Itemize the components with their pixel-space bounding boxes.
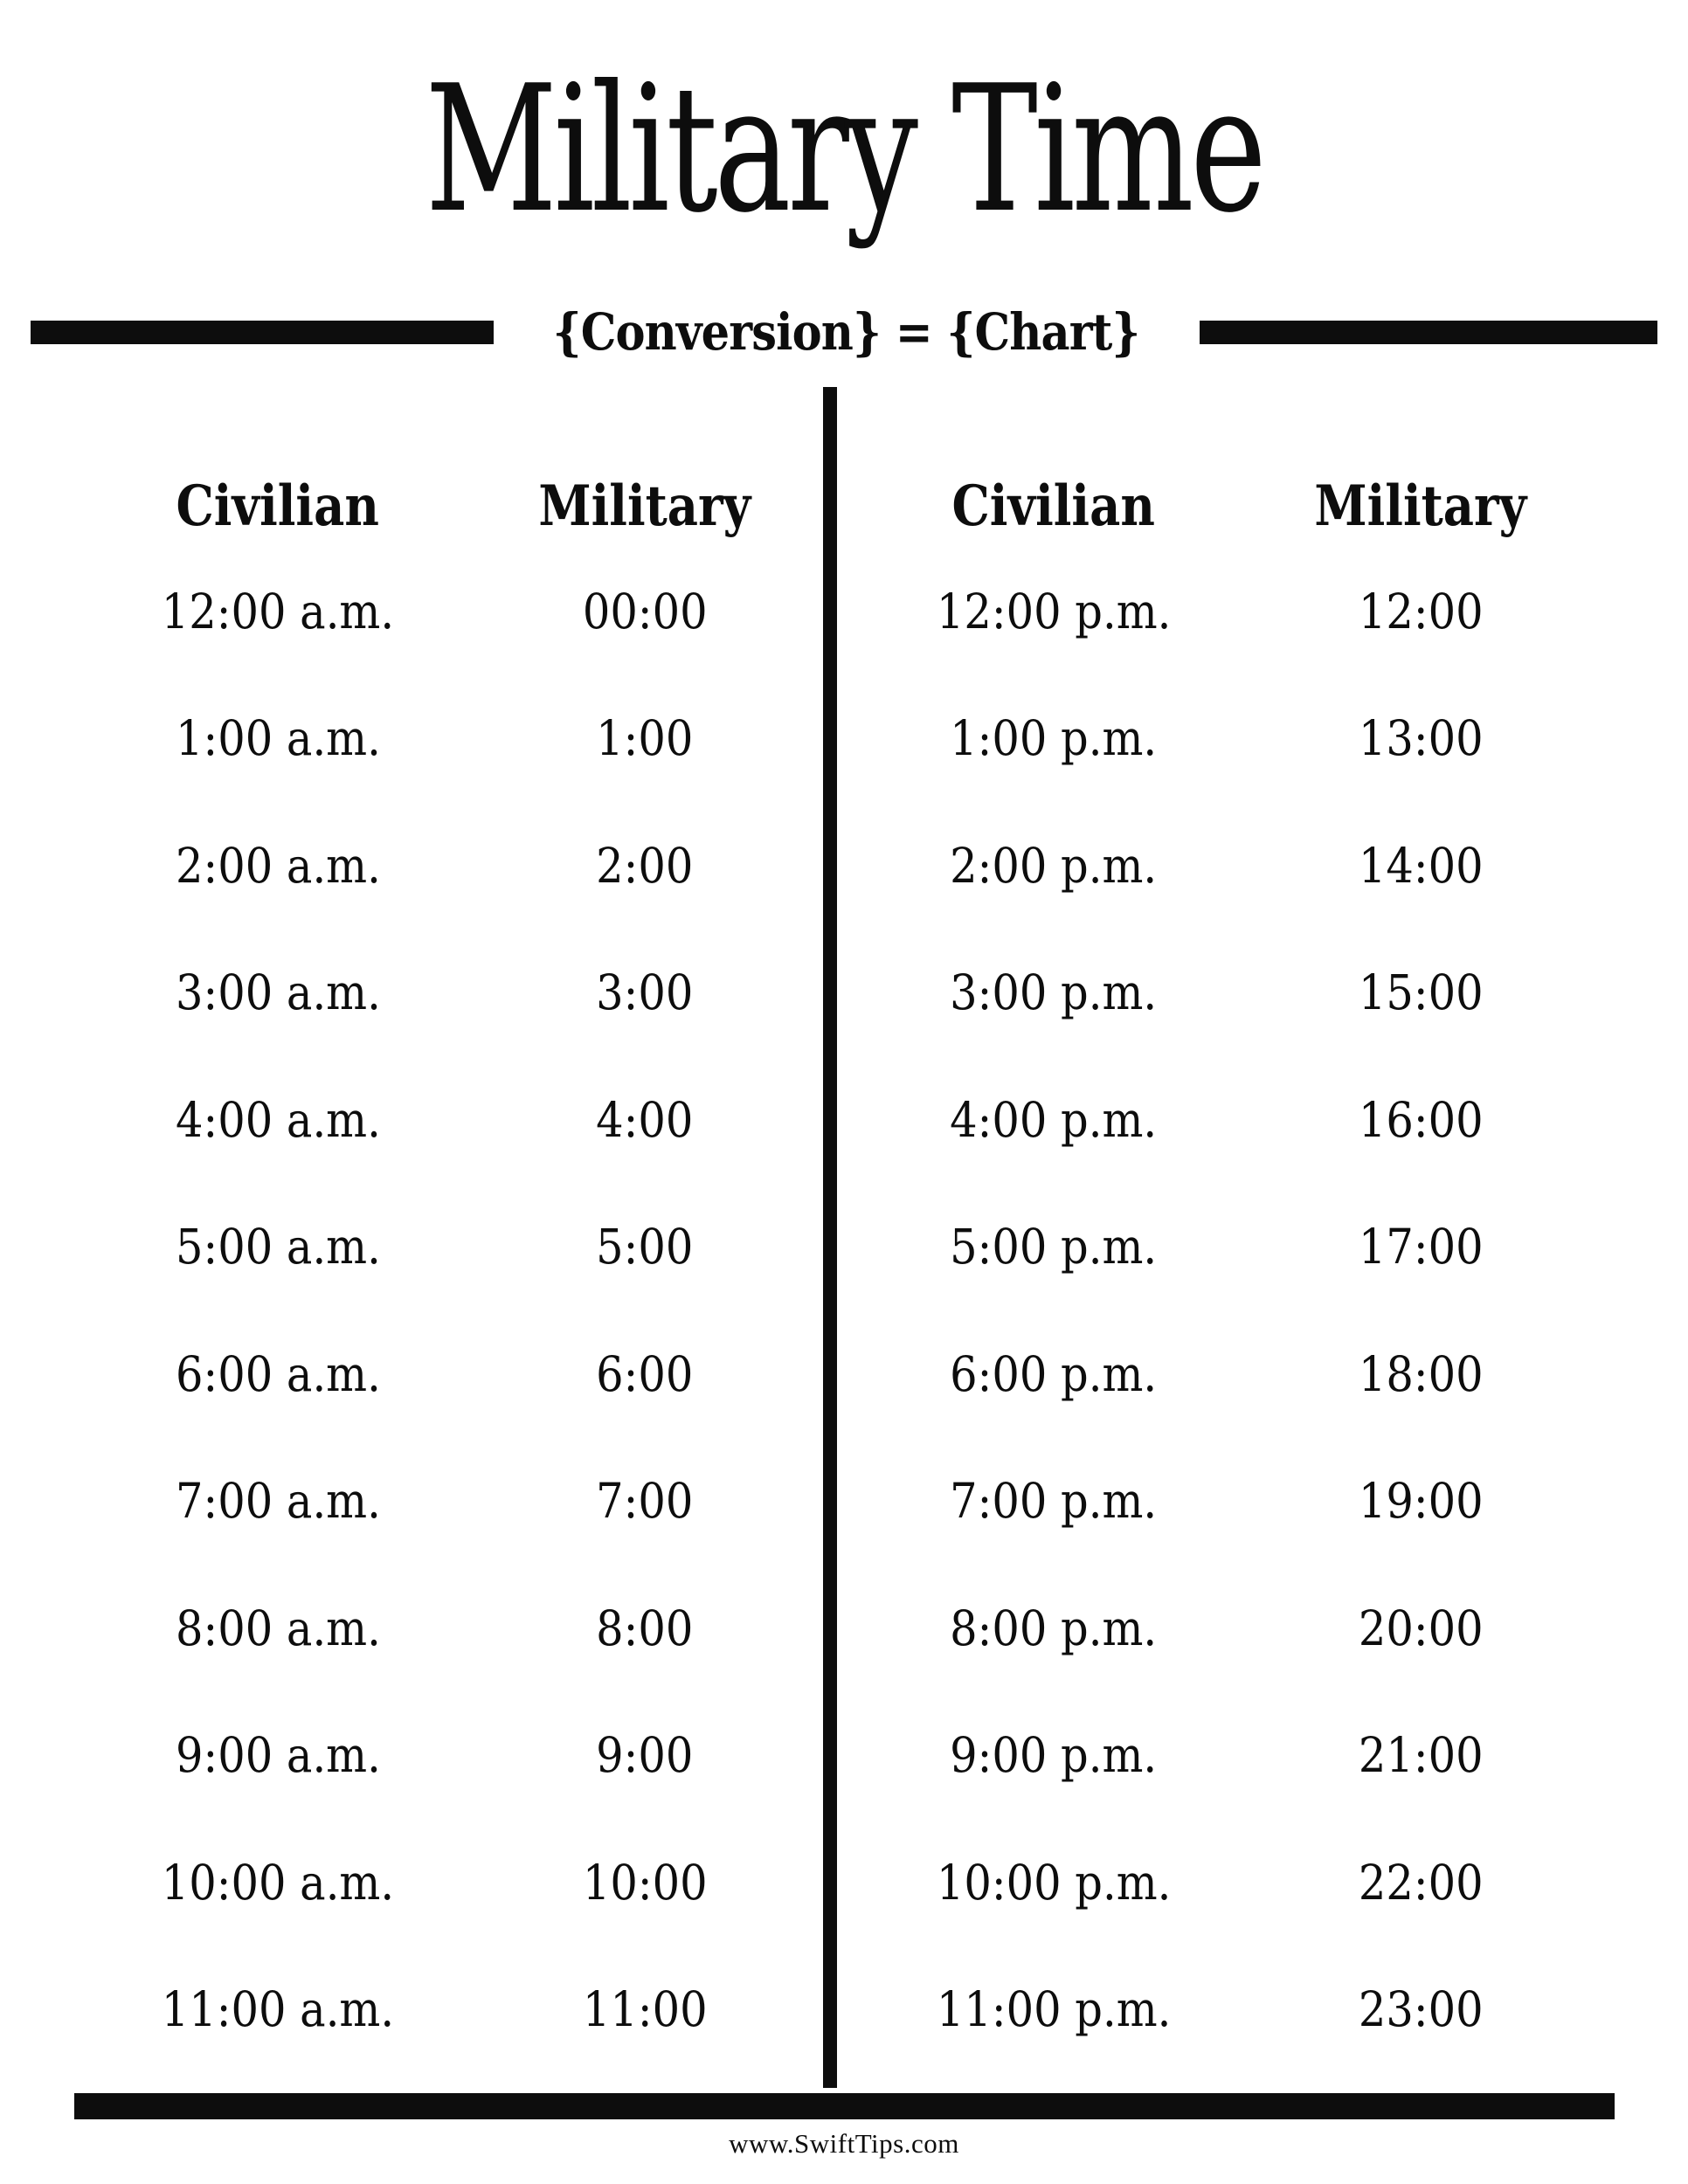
pm-civilian-time-text: 11:00 p.m. bbox=[936, 1981, 1172, 2037]
am-column-header-military-text: Military bbox=[538, 473, 751, 539]
pm-table-row bbox=[870, 1819, 1604, 1946]
am-table-header bbox=[94, 473, 828, 541]
am-civilian-time-text: 7:00 a.m. bbox=[175, 1473, 381, 1529]
am-table-row bbox=[94, 1946, 828, 2074]
pm-table-row bbox=[870, 1310, 1604, 1438]
am-civilian-time-cell bbox=[94, 1729, 461, 1782]
pm-military-time-text: 22:00 bbox=[1358, 1854, 1484, 1911]
pm-civilian-time-cell bbox=[870, 1983, 1237, 2036]
subtitle-row bbox=[0, 301, 1688, 363]
bottom-rule bbox=[74, 2093, 1615, 2119]
pm-table-row bbox=[870, 1184, 1604, 1311]
pm-military-time-text: 12:00 bbox=[1358, 583, 1484, 639]
subtitle-text: {Conversion} = {Chart} bbox=[553, 302, 1140, 362]
am-civilian-time-text: 5:00 a.m. bbox=[175, 1219, 381, 1275]
pm-column-header-military-text: Military bbox=[1314, 473, 1527, 539]
pm-civilian-time-text: 7:00 p.m. bbox=[950, 1473, 1158, 1529]
am-military-time-text: 2:00 bbox=[596, 837, 694, 894]
am-civilian-time-cell bbox=[94, 1475, 461, 1528]
am-civilian-time-cell bbox=[94, 837, 461, 894]
pm-civilian-time-cell bbox=[870, 1729, 1237, 1782]
pm-military-time-cell bbox=[1237, 1983, 1604, 2036]
am-table-row bbox=[94, 675, 828, 803]
am-military-time-text: 1:00 bbox=[596, 710, 694, 766]
am-civilian-time-text: 4:00 a.m. bbox=[175, 1091, 381, 1148]
pm-civilian-time-cell bbox=[870, 1475, 1237, 1528]
am-table-body bbox=[94, 548, 828, 2073]
am-table-row bbox=[94, 1565, 828, 1692]
am-civilian-time-cell bbox=[94, 1091, 461, 1148]
am-table-row bbox=[94, 1184, 828, 1311]
pm-table-row bbox=[870, 802, 1604, 930]
pm-civilian-time-text: 5:00 p.m. bbox=[950, 1219, 1158, 1275]
am-table-row bbox=[94, 548, 828, 675]
pm-table-row bbox=[870, 1438, 1604, 1565]
pm-civilian-time-cell bbox=[870, 1091, 1237, 1148]
am-civilian-time-cell bbox=[94, 1220, 461, 1274]
pm-military-time-cell bbox=[1237, 1729, 1604, 1782]
am-civilian-time-text: 6:00 a.m. bbox=[175, 1345, 381, 1402]
pm-civilian-time-text: 3:00 p.m. bbox=[950, 964, 1158, 1020]
pm-military-time-text: 17:00 bbox=[1358, 1219, 1484, 1275]
am-military-time-cell bbox=[461, 1091, 828, 1148]
am-table-row bbox=[94, 802, 828, 930]
am-civilian-time-text: 10:00 a.m. bbox=[161, 1854, 395, 1911]
pm-table-body bbox=[870, 548, 1604, 2073]
pm-table-row bbox=[870, 675, 1604, 803]
footer-url: www.SwiftTips.com bbox=[729, 2128, 959, 2159]
am-military-time-cell bbox=[461, 966, 828, 1019]
pm-military-time-cell bbox=[1237, 712, 1604, 765]
am-military-time-cell bbox=[461, 1345, 828, 1402]
pm-military-time-text: 14:00 bbox=[1358, 837, 1484, 894]
pm-table-row bbox=[870, 1692, 1604, 1820]
am-table-row bbox=[94, 1310, 828, 1438]
pm-civilian-time-cell bbox=[870, 1345, 1237, 1402]
am-column-header-civilian bbox=[94, 473, 461, 541]
am-table-row bbox=[94, 1692, 828, 1820]
pm-table-row bbox=[870, 1946, 1604, 2074]
pm-civilian-time-text: 1:00 p.m. bbox=[950, 710, 1158, 766]
am-military-time-text: 6:00 bbox=[596, 1345, 694, 1402]
am-military-time-cell bbox=[461, 1856, 828, 1910]
pm-civilian-time-text: 6:00 p.m. bbox=[950, 1345, 1158, 1402]
am-military-time-cell bbox=[461, 585, 828, 639]
am-table-row bbox=[94, 1056, 828, 1184]
pm-military-time-cell bbox=[1237, 966, 1604, 1019]
am-civilian-time-text: 8:00 a.m. bbox=[175, 1600, 381, 1656]
am-military-time-text: 7:00 bbox=[596, 1473, 694, 1529]
am-table-row bbox=[94, 1438, 828, 1565]
pm-military-time-text: 18:00 bbox=[1358, 1345, 1484, 1402]
pm-military-time-cell bbox=[1237, 1345, 1604, 1402]
am-civilian-time-text: 12:00 a.m. bbox=[161, 583, 395, 639]
pm-military-time-text: 16:00 bbox=[1358, 1091, 1484, 1148]
am-military-time-cell bbox=[461, 837, 828, 894]
pm-military-time-cell bbox=[1237, 1602, 1604, 1655]
am-civilian-time-cell bbox=[94, 1856, 461, 1910]
pm-table-row bbox=[870, 930, 1604, 1057]
pm-military-time-text: 23:00 bbox=[1358, 1981, 1484, 2037]
am-civilian-time-cell bbox=[94, 1345, 461, 1402]
am-military-time-text: 4:00 bbox=[596, 1091, 694, 1148]
am-civilian-time-cell bbox=[94, 1983, 461, 2036]
pm-civilian-time-cell bbox=[870, 585, 1237, 639]
pm-military-time-cell bbox=[1237, 1091, 1604, 1148]
page-title-text: Military Time bbox=[425, 48, 1263, 252]
pm-military-time-cell bbox=[1237, 1856, 1604, 1910]
pm-civilian-time-cell bbox=[870, 1856, 1237, 1910]
am-civilian-time-cell bbox=[94, 585, 461, 639]
am-military-time-text: 8:00 bbox=[596, 1600, 694, 1656]
am-military-time-text: 3:00 bbox=[596, 964, 694, 1020]
pm-civilian-time-text: 9:00 p.m. bbox=[950, 1727, 1158, 1783]
pm-civilian-time-cell bbox=[870, 966, 1237, 1019]
pm-civilian-time-text: 8:00 p.m. bbox=[950, 1600, 1158, 1656]
am-military-time-text: 00:00 bbox=[582, 583, 708, 639]
pm-column-header-civilian bbox=[870, 473, 1237, 541]
am-military-time-cell bbox=[461, 1602, 828, 1655]
pm-military-time-text: 20:00 bbox=[1358, 1600, 1484, 1656]
am-column-header-military bbox=[461, 473, 828, 541]
pm-civilian-time-text: 2:00 p.m. bbox=[950, 837, 1158, 894]
am-civilian-time-text: 1:00 a.m. bbox=[175, 710, 381, 766]
am-civilian-time-cell bbox=[94, 1602, 461, 1655]
am-civilian-time-cell bbox=[94, 966, 461, 1019]
am-civilian-time-text: 9:00 a.m. bbox=[175, 1727, 381, 1783]
pm-civilian-time-cell bbox=[870, 837, 1237, 894]
pm-civilian-time-text: 10:00 p.m. bbox=[936, 1854, 1172, 1911]
subtitle-rule-left bbox=[31, 321, 494, 344]
am-civilian-time-cell bbox=[94, 712, 461, 765]
am-table-row bbox=[94, 930, 828, 1057]
pm-table-row bbox=[870, 1565, 1604, 1692]
pm-civilian-time-cell bbox=[870, 712, 1237, 765]
am-military-time-cell bbox=[461, 1475, 828, 1528]
pm-civilian-time-cell bbox=[870, 1602, 1237, 1655]
pm-column-header-military bbox=[1237, 473, 1604, 541]
am-civilian-time-text: 2:00 a.m. bbox=[175, 837, 381, 894]
pm-military-time-text: 21:00 bbox=[1358, 1727, 1484, 1783]
am-military-time-text: 10:00 bbox=[582, 1854, 708, 1911]
pm-table-header bbox=[870, 473, 1604, 541]
pm-military-time-cell bbox=[1237, 837, 1604, 894]
pm-table-row bbox=[870, 548, 1604, 675]
pm-military-time-text: 13:00 bbox=[1358, 710, 1484, 766]
am-military-time-cell bbox=[461, 712, 828, 765]
am-military-time-cell bbox=[461, 1983, 828, 2036]
pm-table-row bbox=[870, 1056, 1604, 1184]
pm-military-time-cell bbox=[1237, 1220, 1604, 1274]
pm-civilian-time-cell bbox=[870, 1220, 1237, 1274]
subtitle-rule-right bbox=[1200, 321, 1657, 344]
pm-military-time-text: 19:00 bbox=[1358, 1473, 1484, 1529]
pm-civilian-time-text: 12:00 p.m. bbox=[936, 583, 1172, 639]
am-civilian-time-text: 3:00 a.m. bbox=[175, 964, 381, 1020]
pm-military-time-text: 15:00 bbox=[1358, 964, 1484, 1020]
am-column-header-civilian-text: Civilian bbox=[176, 473, 380, 539]
pm-civilian-time-text: 4:00 p.m. bbox=[950, 1091, 1158, 1148]
am-military-time-text: 11:00 bbox=[582, 1981, 708, 2037]
am-civilian-time-text: 11:00 a.m. bbox=[161, 1981, 395, 2037]
am-military-time-cell bbox=[461, 1220, 828, 1274]
am-military-time-cell bbox=[461, 1729, 828, 1782]
pm-military-time-cell bbox=[1237, 585, 1604, 639]
am-table-row bbox=[94, 1819, 828, 1946]
pm-column-header-civilian-text: Civilian bbox=[951, 473, 1156, 539]
pm-military-time-cell bbox=[1237, 1475, 1604, 1528]
page-title bbox=[0, 48, 1688, 252]
am-military-time-text: 5:00 bbox=[596, 1219, 694, 1275]
am-military-time-text: 9:00 bbox=[596, 1727, 694, 1783]
